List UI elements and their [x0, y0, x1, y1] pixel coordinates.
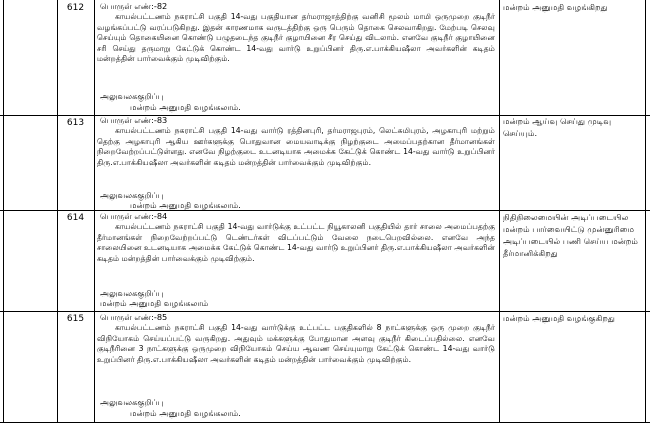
column-divider: [499, 0, 500, 423]
item-body: காயல்பட்டணம் நகராட்சி பகுதி 14-வது பகுதியான தர்மராஜாத்திற்கு வனிசி மூலம் மாமி ஒருமுறை குடிநீர் வழங்கப்பட்டு வரப்படுகிறது. இதன் காரணமாக வருடத்திற்கு ஒரு பெரும் தொகை செலவாகிறது. மேற்படி செலவு செய்யும் தொகையினை கொண்டு பழுதடைந்த குடிநீர் குழாயினை சீர செய்து விடலாம். எனவே குடிநீர் குழாயினை சரி செய்து தருமாறு கேட்டுக் கொண்ட 14-வது வார்டு உறுப்பினர் திரு.எ.பாக்கியஷீலா அவர்களின் கடிதம் மன்றத்தின் பார்வைக்கும் முடிவிற்கும்.: [97, 12, 495, 63]
table-border-left: [3, 0, 4, 423]
council-decision: மன்றம் ஆய்வு செய்து முடிவு செய்யும்.: [503, 116, 612, 138]
item-body: காயல்பட்டணம் நகராட்சி பகுதி 14-வது வார்டுக்கு உட்பட்ட பகுதிகளில் 8 நாட்களுக்கு ஒரு முறை குடிநீர் விநியோகம் செய்யப்பட்டு வருகிறது. அதுவும் மக்களுக்கு போதுமான அளவு குடிநீர் கிடைப்பதில்லை. எனவே குடிநீரினை 3 நாட்களுக்கு ஒருமுறை விநியோகம் செய்ய ஆவண செய்யுமாறு கேட்டுக் கொண்ட 14-வது வார்டு உறுப்பினர் திரு.எ.பாக்கியஷீலா அவர்களின் கடிதம் மன்றத்தின் பார்வைக்கும் முடிவிற்கும்.: [97, 323, 495, 364]
office-note-text: மன்றம் அனுமதி வழங்கலாம்.: [130, 200, 241, 210]
council-decision: மன்றம் அனுமதி வழங்குகிறது: [503, 313, 615, 323]
office-note-label: அலுவலககுறிப்பு: [100, 91, 164, 101]
item-title: பொருள் எண்:-84: [100, 211, 168, 221]
row-number: 615: [66, 314, 85, 324]
office-note-label: அலுவலககுறிப்பு: [100, 397, 164, 407]
row-number: 612: [66, 3, 85, 13]
row-number: 613: [66, 118, 85, 128]
office-note-label: அலுவலககுறிப்பு: [100, 190, 164, 200]
office-note-text: மன்றம் அனுமதி வழங்கலாம்.: [130, 102, 241, 112]
office-note-text: மன்றம் அனுமதி வழங்கலாம்: [100, 298, 209, 308]
council-decision: நிதிநிலைமையின் அடிப்படையில மன்றம் பார்வையிட்டு முன்னுரிமை அடிப்படையில் பணி செய்ய மன்றம் தீர்மானிக்கிறது: [503, 212, 638, 258]
item-body: காயல்பட்டணம் நகராட்சி பகுதி 14-வது வார்டுக்கு உட்பட்ட நியூகாலனி பகுதியில் தார் சாலை அமைப்பதற்கு தீர்மானங்கள் நிறைவேற்றப்பட்டு டெண்டர்கள் விடப்பட்டும் வேலை நடைபெறவில்லை. எனவே அந்த சாலையினை உடனடியாக அமைக்க கேட்டுக் கொண்ட 14-வது வார்டு உறுப்பினர் திரு.எ.பாக்கியஷீலா அவர்களின் கடிதம் மன்றத்தின் பார்வைக்கும் முடிவிற்கும்.: [97, 222, 495, 263]
column-divider: [94, 0, 95, 423]
council-decision: மன்றம் அனுமதி வழங்கிறது: [503, 2, 608, 12]
table-border-right: [645, 0, 646, 423]
row-number: 614: [66, 213, 85, 223]
item-title: பொருள் எண்:-83: [100, 115, 168, 125]
column-divider: [57, 0, 58, 423]
item-body: காயல்பட்டணம் நகராட்சி பகுதி 14-வது வார்டு ரத்தினபுரி, தர்மராஜபுரம், லெட்சுமிபுரம், அழகாபுரி மற்றும் தெற்கு அழகாபுரி ஆகிய ஊர்களுக்கு பொதுவான மையவாடிக்கு நிழற்குடை அமைப்பதற்கான தீர்மானங்கள் நிறைவேற்றப்பட்டுள்ளது. எனவே நிழற்குடை உடனடியாக அமைக்க கேட்டுக் கொண்ட 14-வது வார்டு உறுப்பினர் திரு.எ.பாக்கியஷீலா அவர்களின் கடிதம் மன்றத்தின் பார்வைக்கும் முடிவிற்கும்.: [97, 126, 495, 167]
office-note-text: மன்றம் அனுமதி வழங்கலாம்.: [130, 408, 241, 418]
item-title: பொருள் எண்:-82: [100, 1, 168, 11]
item-title: பொருள் எண்:-85: [100, 312, 168, 322]
office-note-label: அலுவலககுறிப்பு: [100, 288, 164, 298]
